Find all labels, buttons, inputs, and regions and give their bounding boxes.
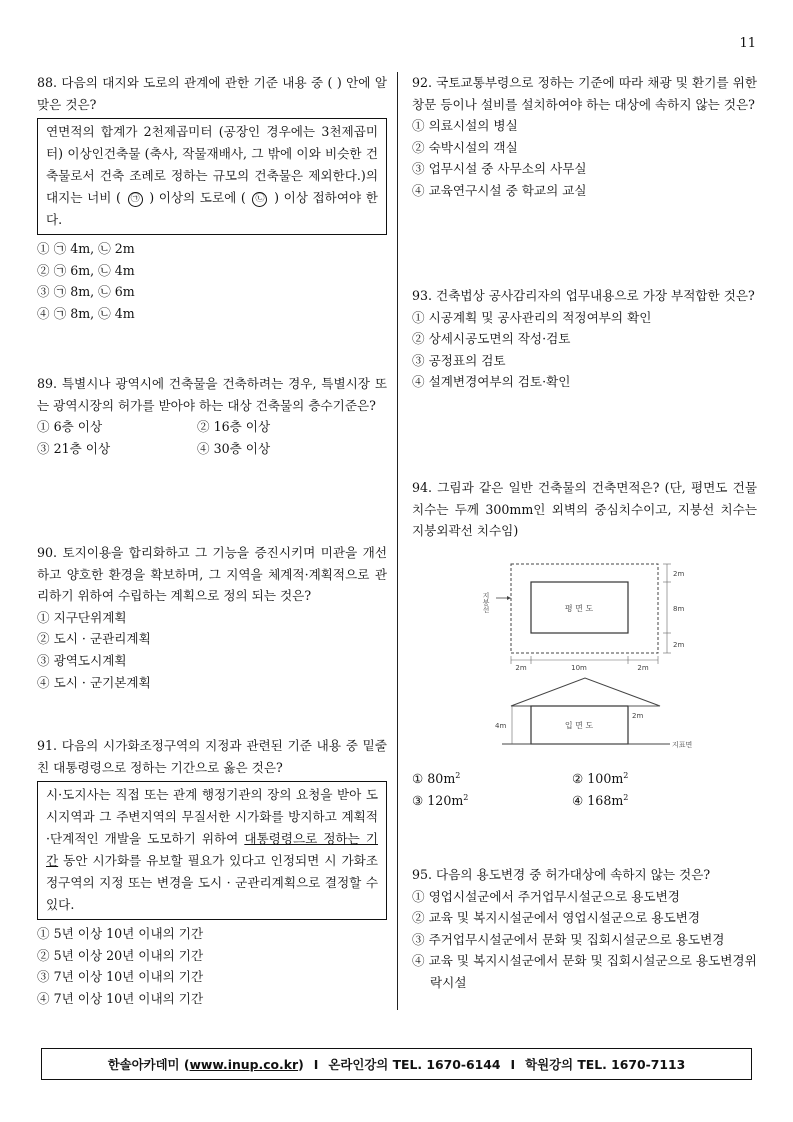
column-divider	[397, 72, 398, 1010]
ground-label: 지표면	[672, 740, 693, 749]
option-3[interactable]: ③ 21층 이상	[37, 440, 111, 456]
question-stem: 89. 특별시나 광역시에 건축물을 건축하려는 경우, 특별시장 또는 광역시장의 허가를 받아야 하는 대상 건축물의 층수기준은?	[37, 376, 387, 413]
academy-name: 한솔아카데미 (	[107, 1057, 190, 1072]
question-91	[37, 735, 387, 1010]
option-4[interactable]: ④ 30층 이상	[197, 440, 271, 456]
option-2[interactable]: ② 도시 · 군관리계획	[37, 631, 151, 647]
page-number: 11	[739, 36, 756, 51]
options-grid	[37, 416, 387, 459]
option-3[interactable]: ③ 주거업무시설군에서 문화 및 집회시설군으로 용도변경	[412, 931, 725, 947]
underlined-term: 대통령령으로 정하는 기간	[46, 831, 378, 869]
dim-right: 2m	[637, 663, 649, 672]
box-text: 동안 시가화를 유보할 필요가 있다고 인정되면 시 가화조정구역의 지정 또는 변경을 도시 · 군관리계획으로 결정할 수 있다.	[46, 853, 378, 913]
dim-left: 2m	[515, 663, 527, 672]
question-stem: 93. 건축법상 공사감리자의 업무내용으로 가장 부적합한 것은?	[412, 288, 755, 303]
option-2[interactable]: ② 상세시공도면의 작성·검토	[412, 331, 571, 347]
option-2[interactable]: ② $100m^2$	[572, 771, 629, 787]
option-2[interactable]: ② 숙박시설의 객실	[412, 139, 518, 155]
option-3[interactable]: ③ ㉠ 8m, ㉡ 6m	[37, 284, 135, 300]
condition-box	[37, 118, 387, 235]
online-phone: 온라인강의 TEL. 1670-6144	[328, 1057, 501, 1072]
option-1[interactable]: ① 5년 이상 10년 이내의 기간	[37, 926, 204, 942]
building-figure	[472, 548, 702, 758]
option-2[interactable]: ② 16층 이상	[197, 419, 271, 435]
option-4[interactable]: ④ 교육 및 복지시설군에서 문화 및 집회시설군으로 용도변경위락시설	[412, 953, 757, 990]
dim-eave: 2m	[632, 711, 644, 720]
option-4[interactable]: ④ 교육연구시설 중 학교의 교실	[412, 182, 587, 198]
option-2[interactable]: ② 5년 이상 20년 이내의 기간	[37, 947, 204, 963]
option-2[interactable]: ② ㉠ 6m, ㉡ 4m	[37, 262, 135, 278]
option-1[interactable]: ① 시공계획 및 공사관리의 적정여부의 확인	[412, 309, 652, 325]
question-stem: 91. 다음의 시가화조정구역의 지정과 관련된 기준 내용 중 밑줄 친 대통령령으로 정하는 기간으로 옳은 것은?	[37, 738, 387, 775]
question-93	[412, 285, 757, 393]
box-text: ) 이상의 도로에 (	[149, 190, 246, 206]
question-90	[37, 542, 387, 693]
option-2[interactable]: ② 교육 및 복지시설군에서 영업시설군으로 용도변경	[412, 910, 701, 926]
box-text: 시·도지사는 직접 또는 관계 행정기관의 장의 요청을 받아 도시지역과 그 주변지역의 무질서한 시가화를 방지하고 계획적·단계적인 개발을 도모하기 위하여	[46, 787, 378, 847]
roof-elevation	[511, 678, 660, 706]
option-1[interactable]: ① $80m^2$	[412, 771, 461, 787]
box-text: 연면적의 합계가 2천제곱미터 (공장인 경우에는 3천제곱미터) 이상인건축물 (축사, 작물재배사, 그 밖에 이와 비슷한 건축물로서 건축 조례로 정하는 규모의 건축물은 제외한다.)의 대지는 너비 (	[46, 124, 378, 206]
question-stem: 94. 그림과 같은 일반 건축물의 건축면적은? (단, 평면도 건물 치수는 두께 300mm인 외벽의 중심치수이고, 지붕선 치수는 지붕외곽선 치수임)	[412, 480, 757, 539]
question-89	[37, 373, 387, 459]
option-1[interactable]: ① 영업시설군에서 주거업무시설군으로 용도변경	[412, 888, 680, 904]
question-stem: 92. 국토교통부령으로 정하는 기준에 따라 채광 및 환기를 위한 창문 등이나 설비를 설치하여야 하는 대상에 속하지 않는 것은?	[412, 75, 757, 112]
elevation-label: 입 면 도	[564, 720, 594, 730]
blank-marker-1: ㉠	[128, 192, 143, 207]
dim-depth: 8m	[673, 604, 685, 613]
question-92	[412, 72, 757, 202]
question-stem: 88. 다음의 대지와 도로의 관계에 관한 기준 내용 중 ( ) 안에 알맞은 것은?	[37, 75, 387, 112]
option-1[interactable]: ① 6층 이상	[37, 419, 103, 435]
condition-box	[37, 781, 387, 920]
question-stem: 95. 다음의 용도변경 중 허가대상에 속하지 않는 것은?	[412, 867, 711, 882]
option-1[interactable]: ① ㉠ 4m, ㉡ 2m	[37, 241, 135, 257]
question-94	[412, 477, 757, 812]
option-4[interactable]: ④ 도시 · 군기본계획	[37, 674, 151, 690]
option-3[interactable]: ③ 업무시설 중 사무소의 사무실	[412, 161, 587, 177]
dim-top: 2m	[673, 569, 685, 578]
offline-phone: 학원강의 TEL. 1670-7113	[525, 1057, 686, 1072]
plan-label: 평 면 도	[564, 603, 594, 613]
box-text: ) 이상 접하여야 한다.	[46, 190, 378, 228]
option-3[interactable]: ③ 광역도시계획	[37, 652, 127, 668]
separator: I	[510, 1056, 516, 1072]
option-4[interactable]: ④ ㉠ 8m, ㉡ 4m	[37, 305, 135, 321]
roof-line-label: 지붕선	[482, 591, 490, 613]
question-88	[37, 72, 387, 325]
roof-line-arrow	[507, 596, 511, 600]
option-4[interactable]: ④ 7년 이상 10년 이내의 기간	[37, 990, 204, 1006]
option-4[interactable]: ④ 설계변경여부의 검토·확인	[412, 374, 571, 390]
option-3[interactable]: ③ 7년 이상 10년 이내의 기간	[37, 969, 204, 985]
option-4[interactable]: ④ $168m^2$	[572, 792, 629, 808]
separator: I	[313, 1056, 319, 1072]
option-3[interactable]: ③ $120m^2$	[412, 792, 469, 808]
question-95	[412, 864, 757, 994]
footer-banner	[41, 1048, 752, 1080]
option-1[interactable]: ① 지구단위계획	[37, 609, 127, 625]
dim-height: 4m	[495, 721, 507, 730]
options-grid	[412, 768, 757, 811]
dim-bottom: 2m	[673, 640, 685, 649]
academy-close: )	[298, 1056, 304, 1072]
option-3[interactable]: ③ 공정표의 검토	[412, 352, 506, 368]
option-1[interactable]: ① 의료시설의 병실	[412, 118, 518, 134]
dim-width: 10m	[571, 663, 587, 672]
blank-marker-2: ㉡	[252, 192, 267, 207]
academy-url-link[interactable]: www.inup.co.kr	[189, 1056, 299, 1072]
question-stem: 90. 토지이용을 합리화하고 그 기능을 증진시키며 미관을 개선하고 양호한 환경을 확보하며, 그 지역을 체계적·계획적으로 관리하기 위하여 수립하는 계획으로 정의 되는 것은?	[37, 545, 387, 604]
